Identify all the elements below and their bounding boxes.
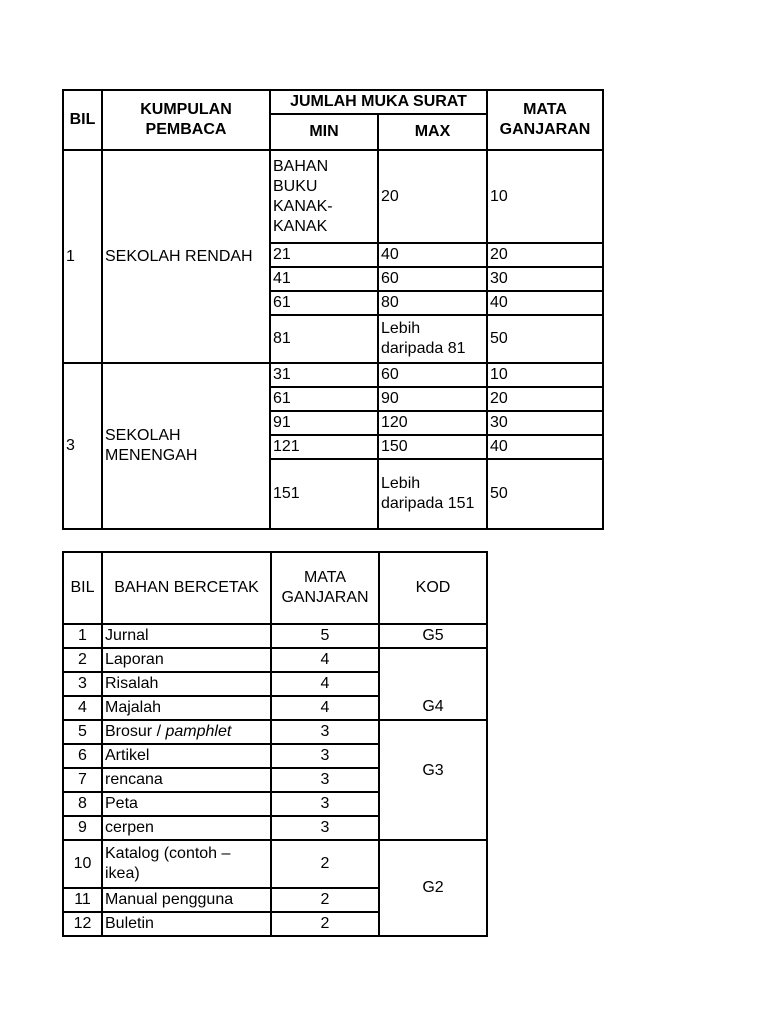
group-name: SEKOLAH MENENGAH xyxy=(102,363,270,529)
kod-cell: G2 xyxy=(379,840,487,936)
table1-header-row-1 xyxy=(63,90,603,114)
header-bil: BIL xyxy=(63,552,102,624)
header-jumlah-muka-surat: JUMLAH MUKA SURAT xyxy=(270,90,487,114)
bil-cell: 7 xyxy=(63,768,102,792)
header-bahan-bercetak: BAHAN BERCETAK xyxy=(102,552,271,624)
min-cell: 91 xyxy=(270,411,378,435)
bil-cell: 12 xyxy=(63,912,102,936)
min-cell: 21 xyxy=(270,243,378,267)
bahan-cell: Buletin xyxy=(102,912,271,936)
min-cell: 41 xyxy=(270,267,378,291)
table-row xyxy=(63,648,487,672)
max-cell: Lebih daripada 81 xyxy=(378,315,487,363)
bahan-cell: cerpen xyxy=(102,816,271,840)
bahan-cell: Peta xyxy=(102,792,271,816)
mata-cell: 3 xyxy=(271,744,379,768)
reading-points-table xyxy=(62,89,604,530)
table2-header-row xyxy=(63,552,487,624)
min-cell: 151 xyxy=(270,459,378,529)
min-cell: 81 xyxy=(270,315,378,363)
mata-cell: 3 xyxy=(271,720,379,744)
header-min: MIN xyxy=(270,114,378,150)
bahan-cell: Artikel xyxy=(102,744,271,768)
bil-cell: 3 xyxy=(63,672,102,696)
mata-cell: 40 xyxy=(487,291,603,315)
mata-cell: 3 xyxy=(271,768,379,792)
mata-cell: 50 xyxy=(487,315,603,363)
bil-cell: 8 xyxy=(63,792,102,816)
header-mata-ganjaran: MATA GANJARAN xyxy=(487,90,603,150)
bil-cell: 1 xyxy=(63,624,102,648)
mata-cell: 5 xyxy=(271,624,379,648)
table-row xyxy=(63,720,487,744)
min-cell: 61 xyxy=(270,387,378,411)
bil-cell: 6 xyxy=(63,744,102,768)
mata-cell: 10 xyxy=(487,150,603,243)
bahan-cell: Majalah xyxy=(102,696,271,720)
mata-cell: 4 xyxy=(271,672,379,696)
max-cell: Lebih daripada 151 xyxy=(378,459,487,529)
mata-cell: 2 xyxy=(271,912,379,936)
group-bil: 1 xyxy=(63,150,102,363)
mata-cell: 3 xyxy=(271,792,379,816)
bil-cell: 5 xyxy=(63,720,102,744)
bil-cell: 10 xyxy=(63,840,102,888)
bil-cell: 4 xyxy=(63,696,102,720)
group-bil: 3 xyxy=(63,363,102,529)
max-cell: 90 xyxy=(378,387,487,411)
min-cell: 31 xyxy=(270,363,378,387)
max-cell: 20 xyxy=(378,150,487,243)
printed-materials-table xyxy=(62,551,488,937)
mata-cell: 2 xyxy=(271,888,379,912)
bahan-cell: Laporan xyxy=(102,648,271,672)
table-row xyxy=(63,150,603,243)
header-max: MAX xyxy=(378,114,487,150)
mata-cell: 50 xyxy=(487,459,603,529)
bahan-cell: rencana xyxy=(102,768,271,792)
bahan-text: Brosur / xyxy=(105,723,166,740)
mata-cell: 30 xyxy=(487,267,603,291)
min-cell: 121 xyxy=(270,435,378,459)
mata-cell: 20 xyxy=(487,387,603,411)
table-row xyxy=(63,840,487,888)
bahan-cell: Risalah xyxy=(102,672,271,696)
mata-cell: 40 xyxy=(487,435,603,459)
mata-cell: 3 xyxy=(271,816,379,840)
max-cell: 80 xyxy=(378,291,487,315)
header-kumpulan-pembaca: KUMPULAN PEMBACA xyxy=(102,90,270,150)
bil-cell: 2 xyxy=(63,648,102,672)
bahan-cell: Katalog (contoh – ikea) xyxy=(102,840,271,888)
mata-cell: 30 xyxy=(487,411,603,435)
bil-cell: 9 xyxy=(63,816,102,840)
header-mata-ganjaran: MATA GANJARAN xyxy=(271,552,379,624)
table-row xyxy=(63,363,603,387)
max-cell: 120 xyxy=(378,411,487,435)
max-cell: 150 xyxy=(378,435,487,459)
bahan-cell: Jurnal xyxy=(102,624,271,648)
mata-cell: 10 xyxy=(487,363,603,387)
bahan-cell: Manual pengguna xyxy=(102,888,271,912)
kod-cell: G5 xyxy=(379,624,487,648)
max-cell: 40 xyxy=(378,243,487,267)
mata-cell: 2 xyxy=(271,840,379,888)
bahan-italic-text: pamphlet xyxy=(165,723,232,740)
mata-cell: 20 xyxy=(487,243,603,267)
min-cell: 61 xyxy=(270,291,378,315)
header-kod: KOD xyxy=(379,552,487,624)
max-cell: 60 xyxy=(378,363,487,387)
kod-cell: G4 xyxy=(379,648,487,720)
table-row xyxy=(63,624,487,648)
mata-cell: 4 xyxy=(271,648,379,672)
max-cell: 60 xyxy=(378,267,487,291)
min-cell: BAHAN BUKU KANAK-KANAK xyxy=(270,150,378,243)
group-name: SEKOLAH RENDAH xyxy=(102,150,270,363)
mata-cell: 4 xyxy=(271,696,379,720)
kod-cell: G3 xyxy=(379,720,487,840)
header-bil: BIL xyxy=(63,90,102,150)
bahan-cell xyxy=(102,720,271,744)
bil-cell: 11 xyxy=(63,888,102,912)
